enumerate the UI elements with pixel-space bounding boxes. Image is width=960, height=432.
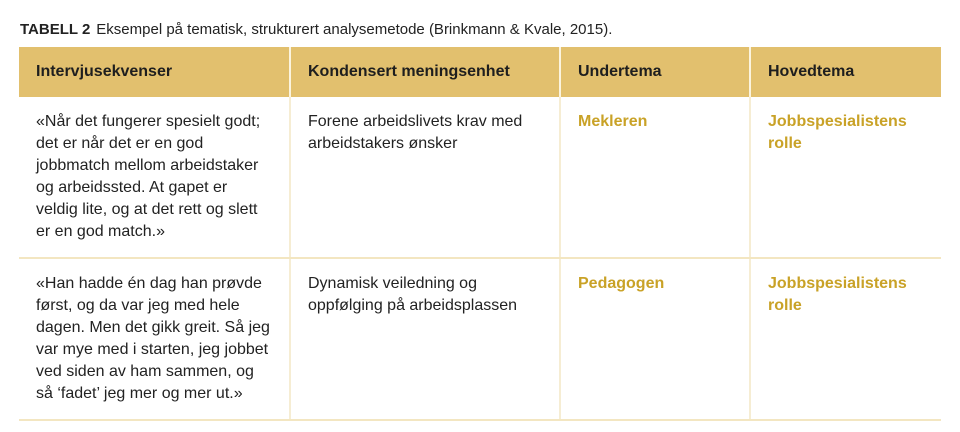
table-row xyxy=(19,97,941,258)
cell-main-theme: Jobbspesialistens rolle xyxy=(750,258,941,420)
header-subtheme: Undertema xyxy=(560,47,750,97)
cell-interview-sequence: «Når det fungerer spesielt godt; det er når det er en god jobbmatch mellom arbeidstaker og arbeidssted. At gapet er veldig lite, og at det rett og slett er en god match.» xyxy=(19,97,290,258)
table-caption-text: Eksempel på tematisk, strukturert analysemetode (Brinkmann & Kvale, 2015). xyxy=(96,21,613,38)
cell-condensed-meaning-unit: Forene arbeidslivets krav med arbeidstakers ønsker xyxy=(290,97,560,258)
cell-subtheme: Pedagogen xyxy=(560,258,750,420)
cell-interview-sequence: «Han hadde én dag han prøvde først, og da var jeg med hele dagen. Men det gikk greit. Så jeg var mye med i starten, jeg jobbet ved siden av ham sammen, og så ‘fadet’ jeg mer og mer ut.» xyxy=(19,258,290,420)
header-interview-sequences: Intervjusekvenser xyxy=(19,47,290,97)
header-condensed-meaning-unit: Kondensert meningsenhet xyxy=(290,47,560,97)
header-main-theme: Hovedtema xyxy=(750,47,941,97)
table-header-row xyxy=(19,47,941,97)
table-row xyxy=(19,258,941,420)
thematic-analysis-table xyxy=(19,47,941,421)
cell-main-theme: Jobbspesialistens rolle xyxy=(750,97,941,258)
cell-subtheme: Mekleren xyxy=(560,97,750,258)
table-caption-label: TABELL 2 xyxy=(20,21,91,38)
cell-condensed-meaning-unit: Dynamisk veiledning og oppfølging på arbeidsplassen xyxy=(290,258,560,420)
table-caption xyxy=(20,20,612,40)
